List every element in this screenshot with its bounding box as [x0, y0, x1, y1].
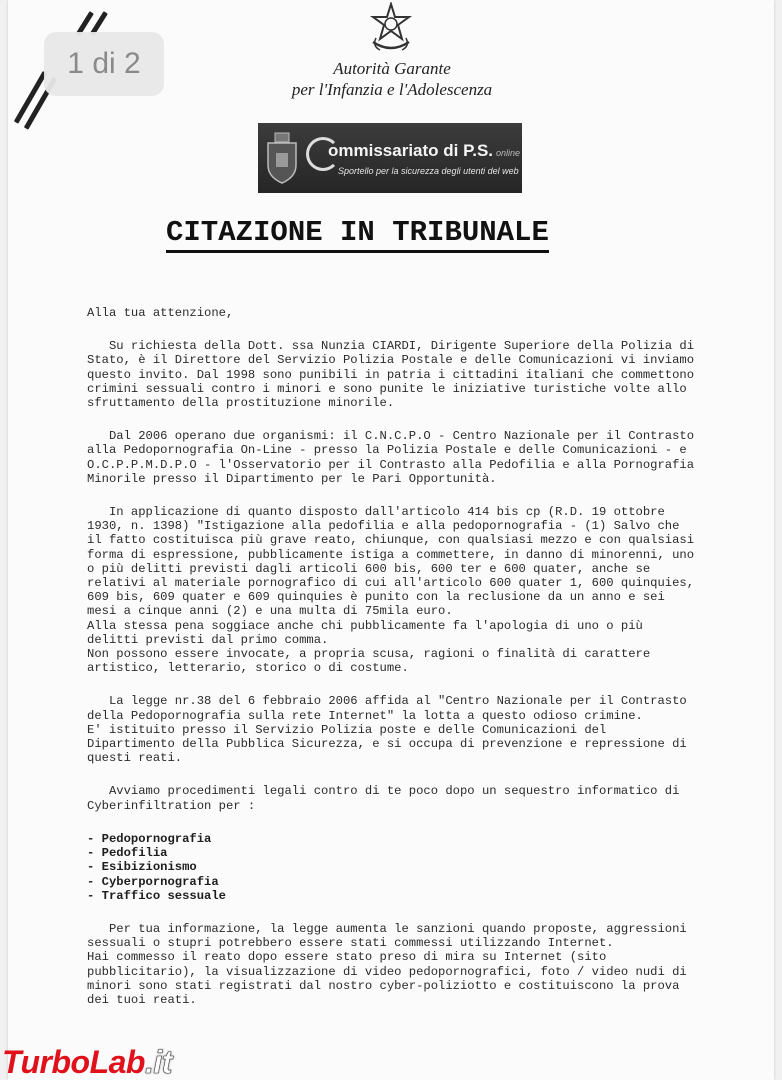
list-item: - Pedofilia [87, 846, 168, 861]
greeting: Alla tua attenzione, [87, 306, 234, 320]
text-line: alla Pedopornografia On-Line - presso la Polizia Postale e delle Comunicazioni - e [87, 443, 687, 458]
document-title: CITAZIONE IN TRIBUNALE [166, 218, 549, 253]
paragraphs [87, 339, 697, 813]
text-line: Stato, è il Direttore del Servizio Polizia Postale e delle Comunicazioni vi inviamo [87, 353, 695, 368]
text-line: artistico, letterario, storico o di costume. [87, 661, 409, 676]
text-line: Alla stessa pena soggiace anche chi pubblicamente fa l'apologia di uno o più [87, 618, 643, 633]
italian-republic-emblem-icon [368, 2, 414, 54]
text-line: relativi al materiale pornografico di cui all'articolo 600 quater 1, 600 quinquies, [87, 576, 695, 591]
text-line: dei tuoi reati. [87, 992, 197, 1007]
banner-subtitle: Sportello per la sicurezza degli utenti del web [338, 166, 519, 176]
authority-line-2: per l'Infanzia e l'Adolescenza [291, 80, 493, 99]
text-line: mesi a cinque anni (2) e una multa di 75mila euro. [87, 604, 453, 619]
turbolab-watermark [2, 1044, 172, 1080]
charges-list [87, 832, 697, 903]
text-line: Minorile presso il Dipartimento per le Pari Opportunità. [87, 471, 497, 486]
list-item: - Cyberpornografia [87, 874, 219, 889]
text-line: il fatto costituisca più grave reato, chiunque, con qualsiasi mezzo e con qualsiasi [87, 533, 695, 548]
authority-signature [270, 58, 514, 100]
text-line: In applicazione di quanto disposto dall'articolo 414 bis cp (R.D. 19 ottobre [87, 505, 665, 520]
text-line: sfruttamento della prostituzione minorile. [87, 396, 395, 411]
paragraph [87, 694, 697, 765]
text-line: E' istituito presso il Servizio Polizia poste e delle Comunicazioni del [87, 722, 607, 737]
text-line: questo invito. Dal 1998 sono punibili in patria i cittadini italiani che commettono [87, 367, 695, 382]
text-line: Dipartimento della Pubblica Sicurezza, e si occupa di prevenzione e repressione di [87, 737, 687, 752]
text-line: Cyberinfiltration per : [87, 798, 256, 813]
closing-text [87, 922, 697, 1007]
text-line: o più delitti previsti dagli articoli 600 bis, 600 ter e 600 quater, anche se [87, 561, 651, 576]
banner-online-suffix: online [496, 148, 521, 158]
paragraph [87, 505, 697, 675]
text-line: 609 bis, 609 quater e 609 quinquies è punito con la reclusione da un anno e sei [87, 590, 665, 605]
text-line: 1930, n. 1398) "Istigazione alla pedofilia e alla pedopornografia - (1) Salvo che [87, 519, 680, 534]
banner-title: ommissariato di P.S. online [328, 141, 521, 160]
closing-paragraph [87, 922, 697, 1007]
document-page [8, 0, 774, 1080]
paragraph [87, 339, 697, 410]
text-line: sessuali o stupri potrebbero essere stati commessi utilizzando Internet. [87, 936, 614, 951]
list-item: - Pedopornografia [87, 831, 212, 846]
list-item: - Traffico sessuale [87, 888, 226, 903]
page-indicator: 1 di 2 [44, 32, 164, 96]
watermark-part-1: TurboLab [2, 1044, 145, 1080]
text-line: della Pedopornografia sulla rete Internet" la lotta a questo odioso crimine. [87, 708, 643, 723]
text-line: questi reati. [87, 751, 183, 766]
text-line: pubblicitario), la visualizzazione di video pedopornografici, foto / video nudi di [87, 964, 687, 979]
text-line: Avviamo procedimenti legali contro di te poco dopo un sequestro informatico di [87, 784, 680, 799]
text-line: Non possono essere invocate, a propria scusa, ragioni o finalità di carattere [87, 647, 651, 662]
text-line: Su richiesta della Dott. ssa Nunzia CIARDI, Dirigente Superiore della Polizia di [87, 339, 695, 354]
document-body [87, 306, 697, 1007]
text-line: Per tua informazione, la legge aumenta le sanzioni quando proposte, aggressioni [87, 921, 687, 936]
commissariato-banner [258, 123, 522, 193]
watermark-part-2: .it [144, 1044, 172, 1080]
paragraph [87, 784, 697, 812]
list-item: - Esibizionismo [87, 860, 197, 875]
authority-line-1: Autorità Garante [333, 59, 451, 78]
text-line: forma di espressione, pubblicamente istiga a commettere, in danno di minorenni, uno [87, 547, 695, 562]
paragraph [87, 429, 697, 486]
text-line: Dal 2006 operano due organismi: il C.N.C.P.O - Centro Nazionale per il Contrasto [87, 429, 695, 444]
text-line: crimini sessuali contro i minori e sono punite le iniziative turistiche volte allo [87, 381, 687, 396]
text-line: Hai commesso il reato dopo essere stato preso di mira su Internet (sito [87, 950, 607, 965]
text-line: minori sono stati registrati dal nostro cyber-poliziotto e costituiscono la prova [87, 978, 680, 993]
police-crest-icon [264, 131, 300, 185]
text-line: La legge nr.38 del 6 febbraio 2006 affida al "Centro Nazionale per il Contrasto [87, 694, 687, 709]
text-line: delitti previsti dal primo comma. [87, 632, 329, 647]
text-line: O.C.P.P.M.D.P.O - l'Osservatorio per il Contrasto alla Pedofilia e alla Pornografia [87, 457, 695, 472]
